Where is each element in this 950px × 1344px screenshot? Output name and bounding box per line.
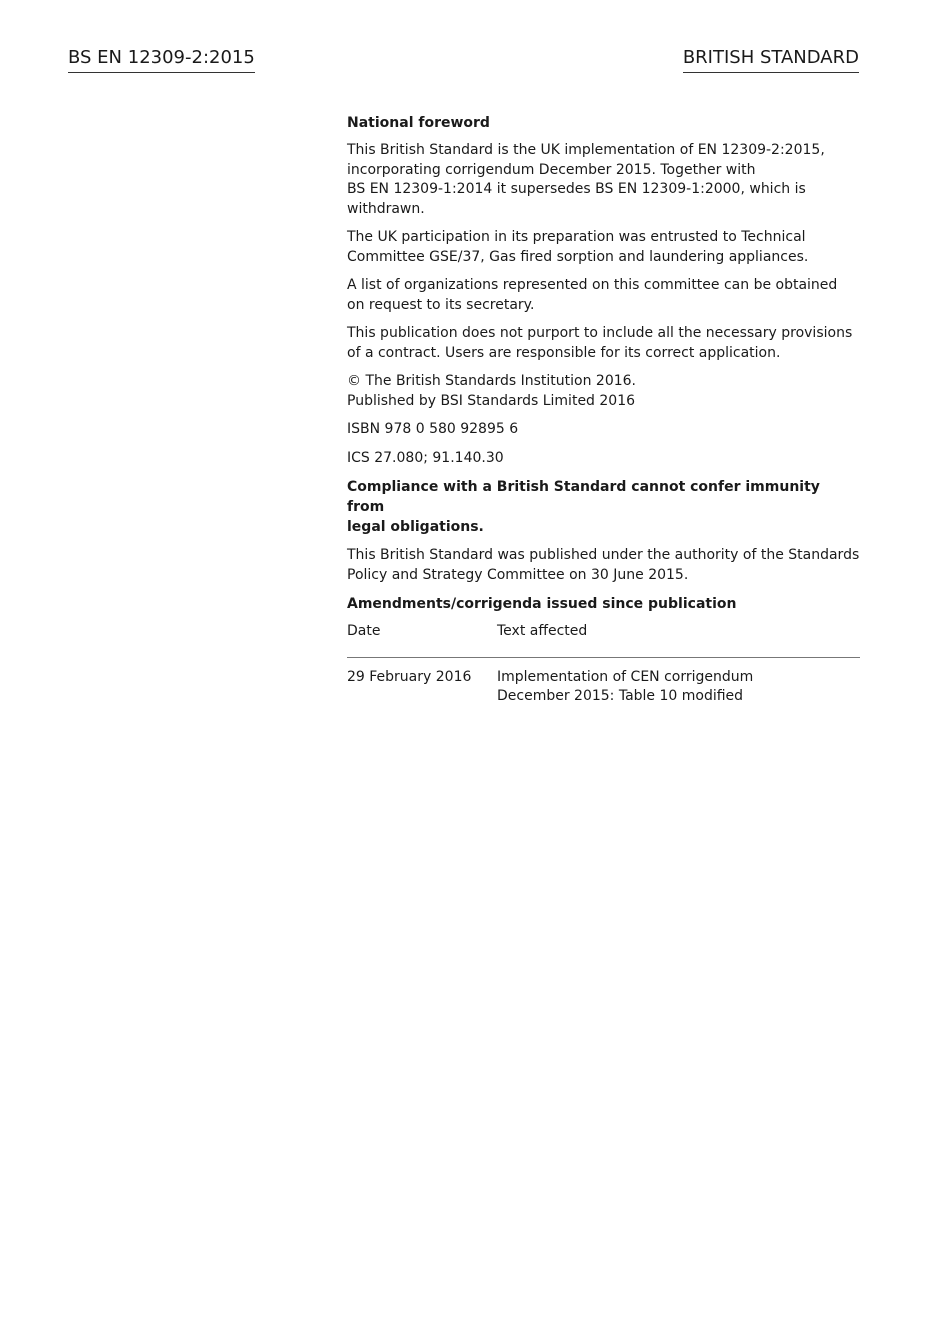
paragraph-line: BS EN 12309-1:2014 it supersedes BS EN 12309-1:2000, which is [347,181,806,197]
table-row [347,657,860,707]
ics-line: ICS 27.080; 91.140.30 [347,449,504,466]
amendments-table [347,622,860,707]
isbn-line: ISBN 978 0 580 92895 6 [347,421,519,437]
compliance-notice [347,477,860,537]
organizations-paragraph [347,276,860,315]
paragraph-line: of a contract. Users are responsible for its correct application. [347,344,781,361]
document-type: BRITISH STANDARD [683,46,859,73]
paragraph-line: © The British Standards Institution 2016. [347,373,637,389]
column-header-text-affected: Text affected [497,622,860,657]
foreword-title: National foreword [347,115,490,131]
paragraph-line: on request to its secretary. [347,296,535,313]
paragraph-line: This British Standard is the UK implementation of EN 12309-2:2015, [347,142,825,158]
paragraph-line: Compliance with a British Standard cannot confer immunity from [347,479,820,515]
document-id: BS EN 12309-2:2015 [68,46,255,73]
paragraph-line: A list of organizations represented on this committee can be obtained [347,277,838,293]
copyright-paragraph [347,372,860,411]
table-header-row [347,622,860,657]
foreword-section [347,113,860,707]
paragraph-line: The UK participation in its preparation was entrusted to Technical [347,229,806,245]
paragraph-line: withdrawn. [347,200,425,217]
amendment-text-line: December 2015: Table 10 modified [497,688,744,704]
implementation-paragraph [347,141,860,219]
paragraph-line: Policy and Strategy Committee on 30 June 2015. [347,566,689,583]
paragraph-line: This British Standard was published under the authority of the Standards [347,547,860,563]
paragraph-line: incorporating corrigendum December 2015. Together with [347,161,756,178]
amendment-date: 29 February 2016 [347,668,472,685]
paragraph-line: Published by BSI Standards Limited 2016 [347,392,636,409]
authority-paragraph [347,546,860,585]
paragraph-line: Committee GSE/37, Gas fired sorption and laundering appliances. [347,248,809,265]
paragraph-line: legal obligations. [347,519,484,535]
paragraph-line: This publication does not purport to include all the necessary provisions [347,325,853,341]
amendment-text-line: Implementation of CEN corrigendum [497,668,754,685]
committee-paragraph [347,228,860,267]
column-header-date: Date [347,622,497,657]
provisions-paragraph [347,324,860,363]
amendment-text [497,657,860,707]
amendments-title: Amendments/corrigenda issued since publication [347,596,737,612]
